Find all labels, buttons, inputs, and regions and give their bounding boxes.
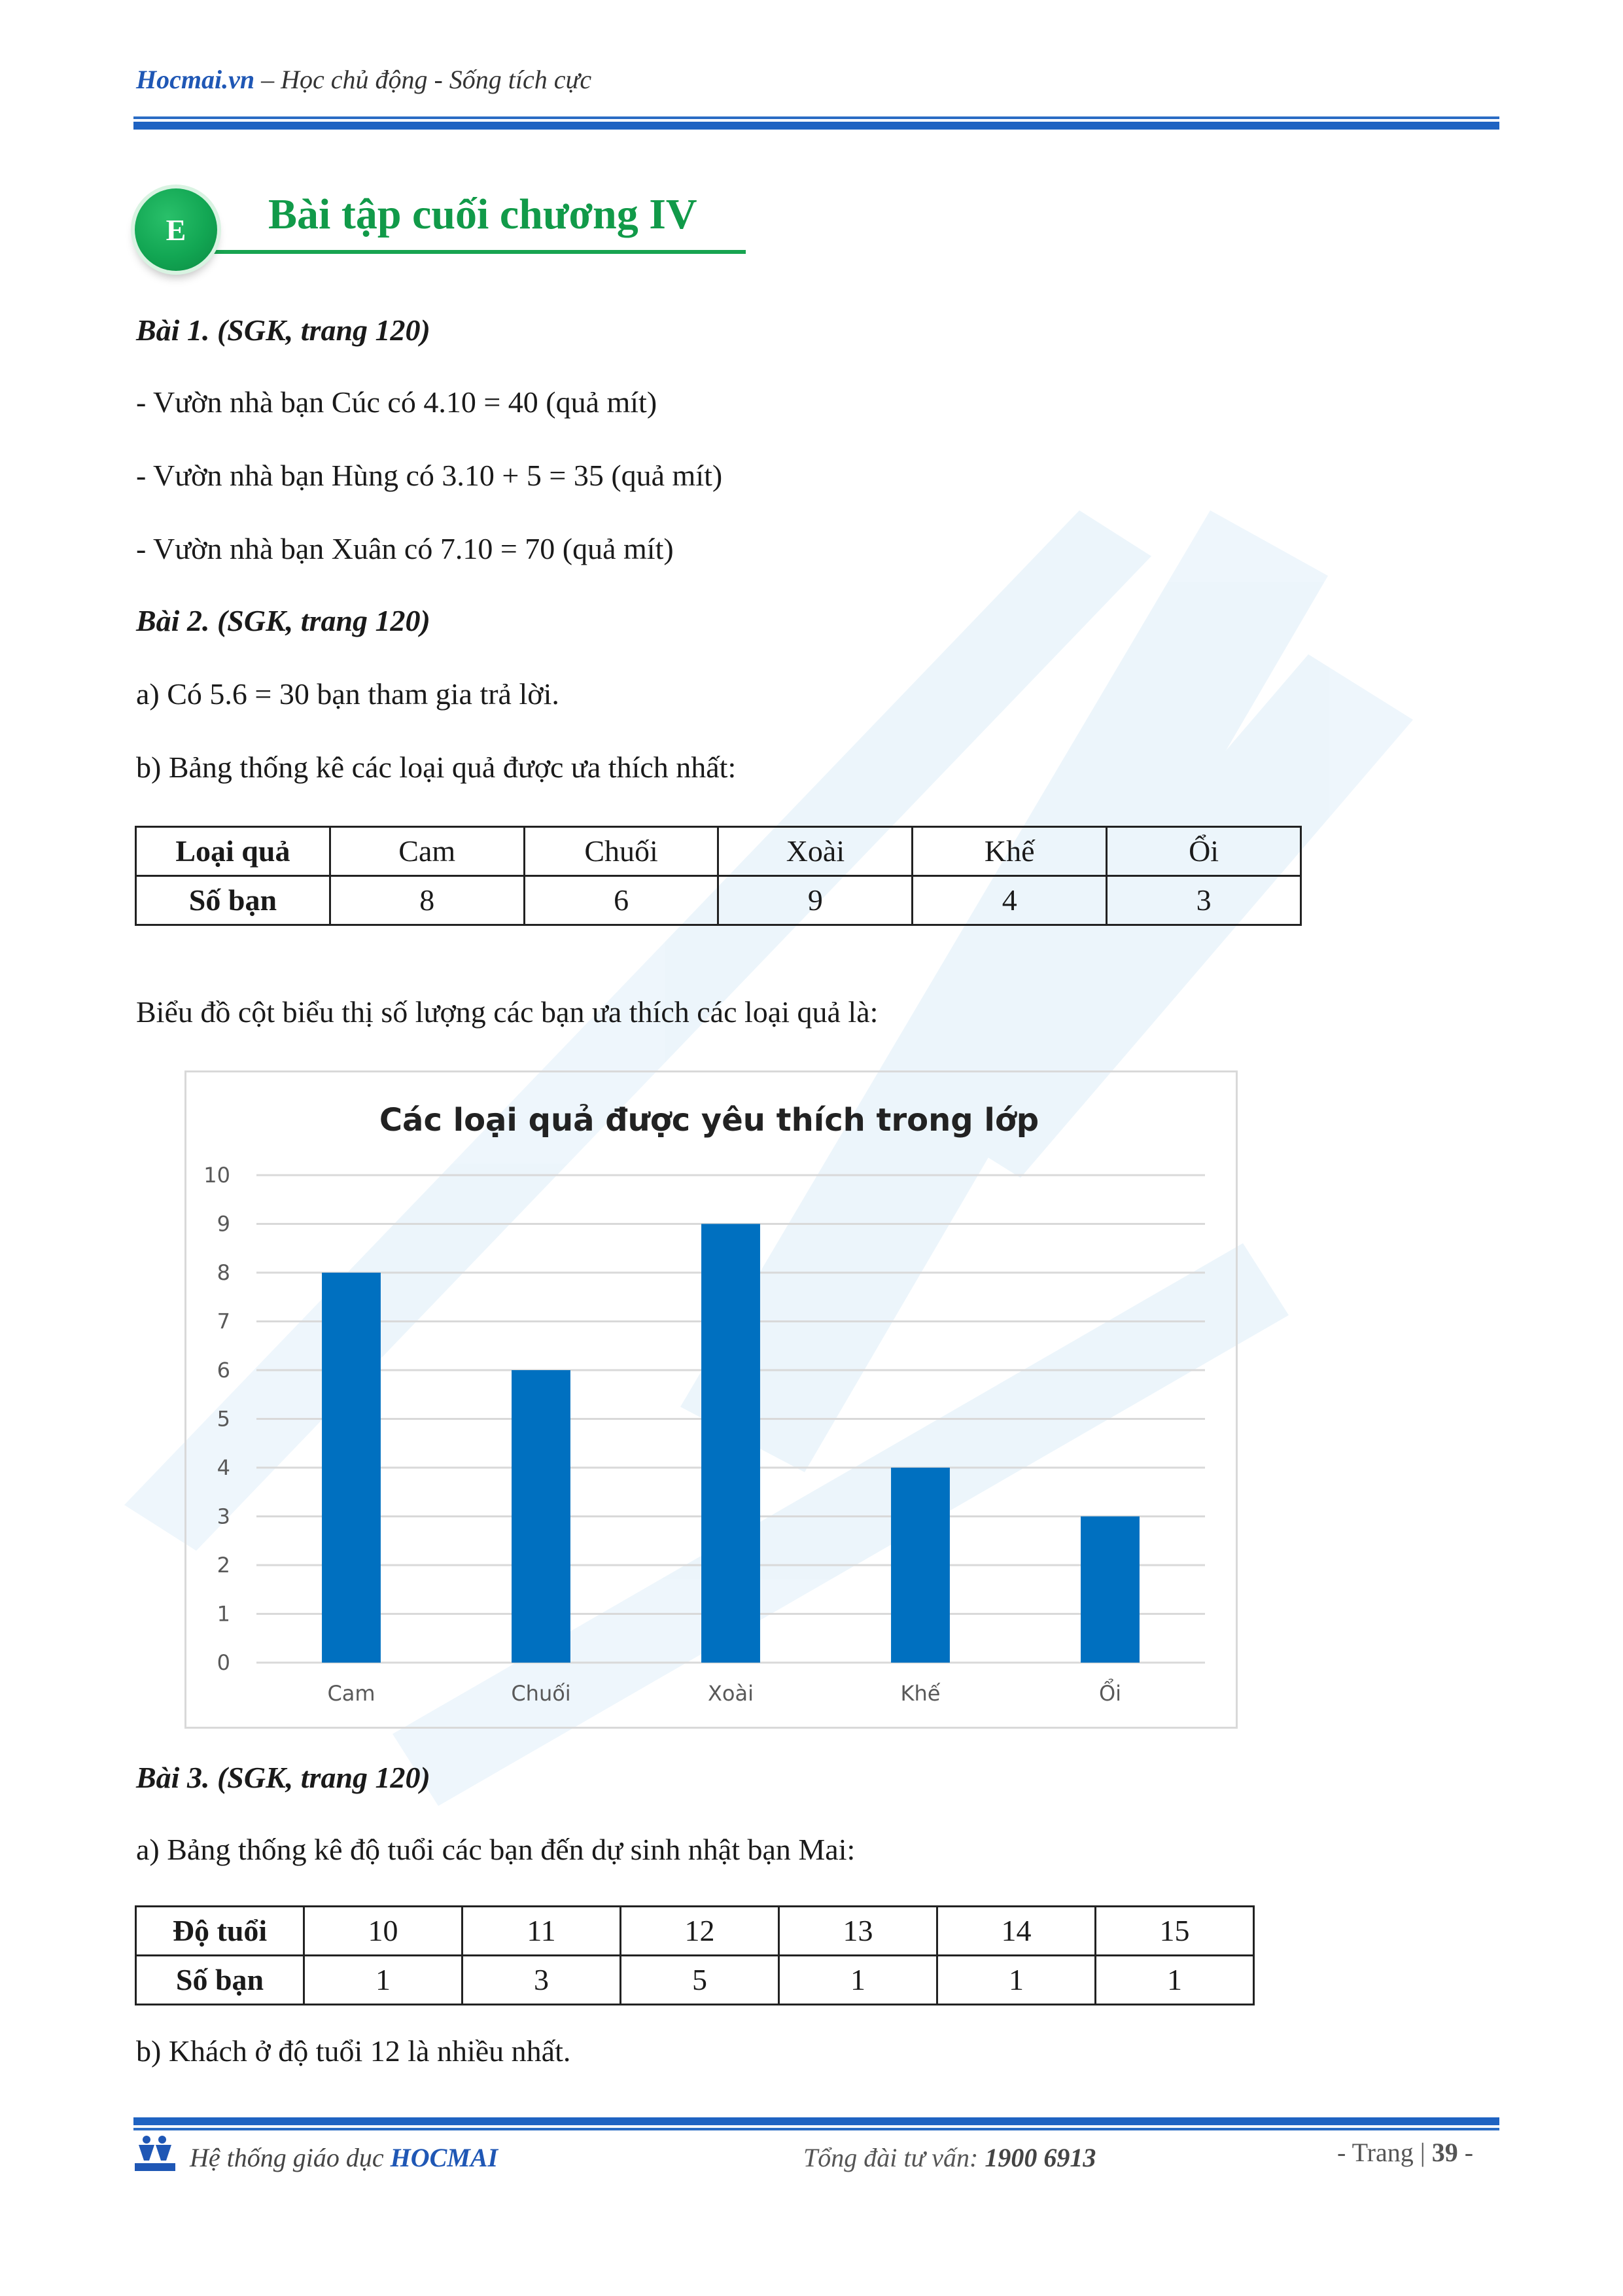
- chart-y-tick-label: 0: [217, 1650, 230, 1675]
- age-table-row-ages: [136, 1907, 1254, 1956]
- footer-page-suffix: -: [1457, 2138, 1474, 2167]
- age-count-head: Số bạn: [136, 1956, 304, 2005]
- chart-y-tick-label: 10: [203, 1163, 230, 1188]
- footer-brand: HOCMAI: [390, 2143, 498, 2172]
- hocmai-logo-icon: [133, 2134, 177, 2172]
- bai2-line-b: b) Bảng thống kê các loại quả được ưa thích nhất:: [136, 751, 737, 784]
- bai3-heading: Bài 3. (SGK, trang 120): [136, 1761, 430, 1794]
- age-count-cell: 3: [462, 1956, 621, 2005]
- chart-x-tick-labels: [327, 1678, 1121, 1706]
- fruit-count-cell: 4: [913, 876, 1107, 925]
- footer-divider-thick: [133, 2117, 1499, 2125]
- age-count-cell: 1: [1096, 1956, 1254, 2005]
- chart-y-tick-label: 2: [217, 1553, 230, 1578]
- bai1-heading: Bài 1. (SGK, trang 120): [136, 313, 430, 347]
- chart-y-tick-label: 3: [217, 1504, 230, 1529]
- fruit-count-cell: 6: [524, 876, 718, 925]
- fruit-count-cell: 8: [330, 876, 524, 925]
- age-table-row-counts: [136, 1956, 1254, 2005]
- bai1-line-xuan: - Vườn nhà bạn Xuân có 7.10 = 70 (quả mít): [136, 532, 674, 565]
- fruit-name-cell: Xoài: [718, 827, 913, 876]
- chart-x-tick-label: Khế: [900, 1681, 941, 1706]
- chart-bar-2: [512, 1370, 570, 1663]
- chart-y-tick-label: 1: [217, 1601, 230, 1627]
- fruit-count-cell: 3: [1107, 876, 1301, 925]
- chart-y-tick-labels: [203, 1163, 230, 1675]
- header-divider-thick: [133, 122, 1499, 130]
- fruit-table-head: Loại quả: [136, 827, 330, 876]
- fruit-name-cell: Khế: [913, 827, 1107, 876]
- bai3-line-a: a) Bảng thống kê độ tuổi các bạn đến dự sinh nhật bạn Mai:: [136, 1833, 856, 1866]
- fruit-table: [135, 826, 1302, 926]
- age-count-cell: 5: [621, 1956, 779, 2005]
- age-cell: 11: [462, 1907, 621, 1956]
- chart-bar-1: [322, 1273, 381, 1663]
- bai1-line-hung: - Vườn nhà bạn Hùng có 3.10 + 5 = 35 (quả mít): [136, 459, 723, 492]
- chart-y-tick-label: 4: [217, 1455, 230, 1480]
- chart-bars: [322, 1224, 1140, 1663]
- age-count-cell: 1: [304, 1956, 462, 2005]
- header-brand-name: Hocmai.vn: [136, 65, 255, 94]
- footer-hotline: [803, 2142, 1096, 2173]
- fruit-count-cell: 9: [718, 876, 913, 925]
- section-badge: E: [135, 188, 217, 271]
- bai1-line-cuc: - Vườn nhà bạn Cúc có 4.10 = 40 (quả mít): [136, 385, 657, 419]
- bai2-chart-intro: Biểu đồ cột biểu thị số lượng các bạn ưa thích các loại quả là:: [136, 995, 879, 1029]
- fruit-name-cell: Chuối: [524, 827, 718, 876]
- fruit-count-head: Số bạn: [136, 876, 330, 925]
- age-cell: 14: [937, 1907, 1096, 1956]
- fruit-table-row-names: [136, 827, 1301, 876]
- age-cell: 10: [304, 1907, 462, 1956]
- bai3-line-b: b) Khách ở độ tuổi 12 là nhiều nhất.: [136, 2034, 571, 2068]
- bai2-heading: Bài 2. (SGK, trang 120): [136, 604, 430, 637]
- footer-system-label: [190, 2142, 498, 2173]
- page-number: 39: [1431, 2138, 1458, 2167]
- age-cell: 15: [1096, 1907, 1254, 1956]
- age-count-cell: 1: [937, 1956, 1096, 2005]
- section-title-underline: [203, 250, 746, 254]
- fruit-name-cell: Cam: [330, 827, 524, 876]
- age-table: [135, 1905, 1255, 2005]
- chart-x-tick-label: Ổi: [1098, 1681, 1122, 1706]
- chart-y-tick-label: 5: [217, 1406, 230, 1432]
- bai2-line-a: a) Có 5.6 = 30 bạn tham gia trả lời.: [136, 677, 559, 711]
- footer-hotline-number: 1900 6913: [985, 2143, 1096, 2172]
- fruit-table-row-counts: [136, 876, 1301, 925]
- chart-bar-5: [1081, 1517, 1140, 1663]
- fruit-name-cell: Ổi: [1107, 827, 1301, 876]
- age-count-cell: 1: [779, 1956, 937, 2005]
- header-divider-thin: [133, 116, 1499, 119]
- chart-y-tick-label: 7: [217, 1309, 230, 1334]
- header-tagline: – Học chủ động - Sống tích cực: [254, 65, 592, 94]
- chart-title: Các loại quả được yêu thích trong lớp: [379, 1102, 1039, 1139]
- age-table-head: Độ tuổi: [136, 1907, 304, 1956]
- chart-x-tick-label: Cam: [327, 1681, 375, 1706]
- chart-y-tick-label: 6: [217, 1358, 230, 1383]
- chart-y-tick-label: 9: [217, 1211, 230, 1237]
- chart-x-tick-label: Chuối: [511, 1681, 571, 1706]
- footer-divider-thin: [133, 2128, 1499, 2130]
- footer-system-text: Hệ thống giáo dục: [190, 2143, 391, 2172]
- age-cell: 12: [621, 1907, 779, 1956]
- header-brand: [136, 64, 591, 95]
- footer-hotline-label: Tổng đài tư vấn:: [803, 2143, 985, 2172]
- chart-x-tick-label: Xoài: [708, 1681, 754, 1706]
- footer-page-number: [1337, 2137, 1473, 2168]
- chart-bar-3: [701, 1224, 760, 1663]
- footer-page-prefix: - Trang |: [1337, 2138, 1432, 2167]
- section-title: Bài tập cuối chương IV: [268, 190, 697, 238]
- fruit-bar-chart: [184, 1070, 1234, 1725]
- chart-bar-4: [891, 1468, 950, 1663]
- age-cell: 13: [779, 1907, 937, 1956]
- chart-y-tick-label: 8: [217, 1260, 230, 1285]
